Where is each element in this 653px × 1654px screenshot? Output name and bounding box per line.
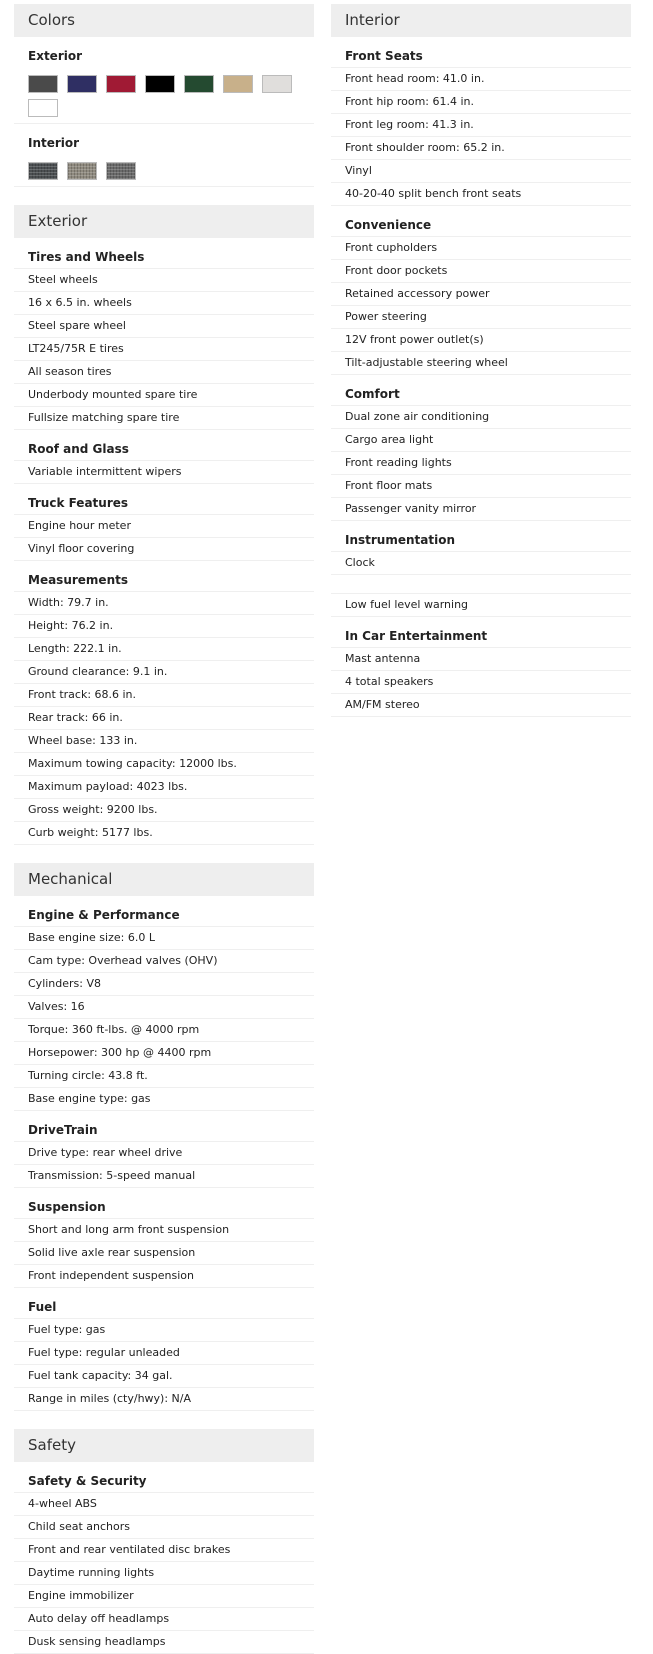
spec-item: Power steering [331, 306, 631, 329]
spec-item: Steel spare wheel [14, 315, 314, 338]
spec-item: Fuel type: regular unleaded [14, 1342, 314, 1365]
spec-item: Base engine size: 6.0 L [14, 927, 314, 950]
exterior-panel [14, 205, 314, 845]
spec-item: Steel wheels [14, 269, 314, 292]
spec-item: Front head room: 41.0 in. [331, 68, 631, 91]
group-title: Measurements [14, 569, 314, 592]
spec-item: Front reading lights [331, 452, 631, 475]
spec-item: Underbody mounted spare tire [14, 384, 314, 407]
spec-item: Drive type: rear wheel drive [14, 1142, 314, 1165]
spec-item: Front door pockets [331, 260, 631, 283]
spec-item: Front independent suspension [14, 1265, 314, 1288]
spec-item: All season tires [14, 361, 314, 384]
spec-item: 16 x 6.5 in. wheels [14, 292, 314, 315]
colors-header: Colors [14, 4, 314, 37]
spec-item: Auto delay off headlamps [14, 1608, 314, 1631]
group-title: Front Seats [331, 45, 631, 68]
mechanical-header: Mechanical [14, 863, 314, 896]
exterior-swatch-list [14, 67, 314, 123]
spec-item: Valves: 16 [14, 996, 314, 1019]
spec-item: Fullsize matching spare tire [14, 407, 314, 430]
exterior-color-swatch[interactable] [28, 75, 58, 93]
spec-item: Curb weight: 5177 lbs. [14, 822, 314, 845]
group-title: Roof and Glass [14, 438, 314, 461]
group-title: Engine & Performance [14, 904, 314, 927]
group-title: Suspension [14, 1196, 314, 1219]
group-title: Fuel [14, 1296, 314, 1319]
spec-item: Wheel base: 133 in. [14, 730, 314, 753]
spec-item: Passenger vanity mirror [331, 498, 631, 521]
interior-color-swatch[interactable] [106, 162, 136, 180]
exterior-color-swatch[interactable] [28, 99, 58, 117]
spec-item: 12V front power outlet(s) [331, 329, 631, 352]
spec-item: Clock [331, 552, 631, 575]
spec-item: Horsepower: 300 hp @ 4400 rpm [14, 1042, 314, 1065]
spec-item: Gross weight: 9200 lbs. [14, 799, 314, 822]
group-title: Instrumentation [331, 529, 631, 552]
spec-item: 4-wheel ABS [14, 1493, 314, 1516]
safety-header: Safety [14, 1429, 314, 1462]
spec-item: Length: 222.1 in. [14, 638, 314, 661]
spec-item: Daytime running lights [14, 1562, 314, 1585]
interior-color-swatch[interactable] [28, 162, 58, 180]
interior-panel [331, 4, 631, 717]
group-title: In Car Entertainment [331, 625, 631, 648]
spec-item: Mast antenna [331, 648, 631, 671]
spec-item: Front hip room: 61.4 in. [331, 91, 631, 114]
group-title: Convenience [331, 214, 631, 237]
exterior-color-swatch[interactable] [184, 75, 214, 93]
exterior-color-swatch[interactable] [223, 75, 253, 93]
exterior-header: Exterior [14, 205, 314, 238]
interior-header: Interior [331, 4, 631, 37]
safety-panel [14, 1429, 314, 1654]
exterior-color-swatch[interactable] [262, 75, 292, 93]
spec-item: Rear track: 66 in. [14, 707, 314, 730]
spec-item: LT245/75R E tires [14, 338, 314, 361]
spec-item: Front track: 68.6 in. [14, 684, 314, 707]
spec-item: Short and long arm front suspension [14, 1219, 314, 1242]
right-column [331, 4, 631, 717]
spec-item: Ground clearance: 9.1 in. [14, 661, 314, 684]
spec-item: Maximum towing capacity: 12000 lbs. [14, 753, 314, 776]
spec-item: Variable intermittent wipers [14, 461, 314, 484]
spec-item: Cargo area light [331, 429, 631, 452]
spec-item: AM/FM stereo [331, 694, 631, 717]
spec-item: Fuel tank capacity: 34 gal. [14, 1365, 314, 1388]
spec-item: Dusk sensing headlamps [14, 1631, 314, 1654]
spec-item: Turning circle: 43.8 ft. [14, 1065, 314, 1088]
spec-item: Engine immobilizer [14, 1585, 314, 1608]
exterior-color-swatch[interactable] [106, 75, 136, 93]
spec-item: Engine hour meter [14, 515, 314, 538]
spec-item: Front floor mats [331, 475, 631, 498]
interior-color-swatch[interactable] [67, 162, 97, 180]
interior-swatch-list [14, 154, 314, 186]
exterior-color-swatch[interactable] [145, 75, 175, 93]
spec-item: Vinyl floor covering [14, 538, 314, 561]
spec-item: Low fuel level warning [331, 594, 631, 617]
spec-item: 4 total speakers [331, 671, 631, 694]
spec-item: Front and rear ventilated disc brakes [14, 1539, 314, 1562]
spec-item: Torque: 360 ft-lbs. @ 4000 rpm [14, 1019, 314, 1042]
group-title: Comfort [331, 383, 631, 406]
interior-colors-label: Interior [28, 136, 80, 150]
spec-item: Maximum payload: 4023 lbs. [14, 776, 314, 799]
spec-item: Front shoulder room: 65.2 in. [331, 137, 631, 160]
spec-item: Front leg room: 41.3 in. [331, 114, 631, 137]
spec-item: Retained accessory power [331, 283, 631, 306]
spec-item: Range in miles (cty/hwy): N/A [14, 1388, 314, 1411]
group-title: Safety & Security [14, 1470, 314, 1493]
mechanical-panel [14, 863, 314, 1411]
spec-item: Dual zone air conditioning [331, 406, 631, 429]
exterior-colors-label: Exterior [28, 49, 83, 63]
spec-item: Height: 76.2 in. [14, 615, 314, 638]
spec-item: Cam type: Overhead valves (OHV) [14, 950, 314, 973]
spec-item: Front cupholders [331, 237, 631, 260]
spec-item: Solid live axle rear suspension [14, 1242, 314, 1265]
spec-item: Transmission: 5-speed manual [14, 1165, 314, 1188]
colors-panel [14, 4, 314, 187]
spec-item: Cylinders: V8 [14, 973, 314, 996]
spec-item: Fuel type: gas [14, 1319, 314, 1342]
exterior-color-swatch[interactable] [67, 75, 97, 93]
blank-row [331, 575, 631, 594]
spec-item: Child seat anchors [14, 1516, 314, 1539]
spec-item: Base engine type: gas [14, 1088, 314, 1111]
left-column [14, 4, 314, 1654]
spec-item: 40-20-40 split bench front seats [331, 183, 631, 206]
spec-item: Tilt-adjustable steering wheel [331, 352, 631, 375]
spec-item: Width: 79.7 in. [14, 592, 314, 615]
group-title: DriveTrain [14, 1119, 314, 1142]
group-title: Tires and Wheels [14, 246, 314, 269]
group-title: Truck Features [14, 492, 314, 515]
spec-item: Vinyl [331, 160, 631, 183]
